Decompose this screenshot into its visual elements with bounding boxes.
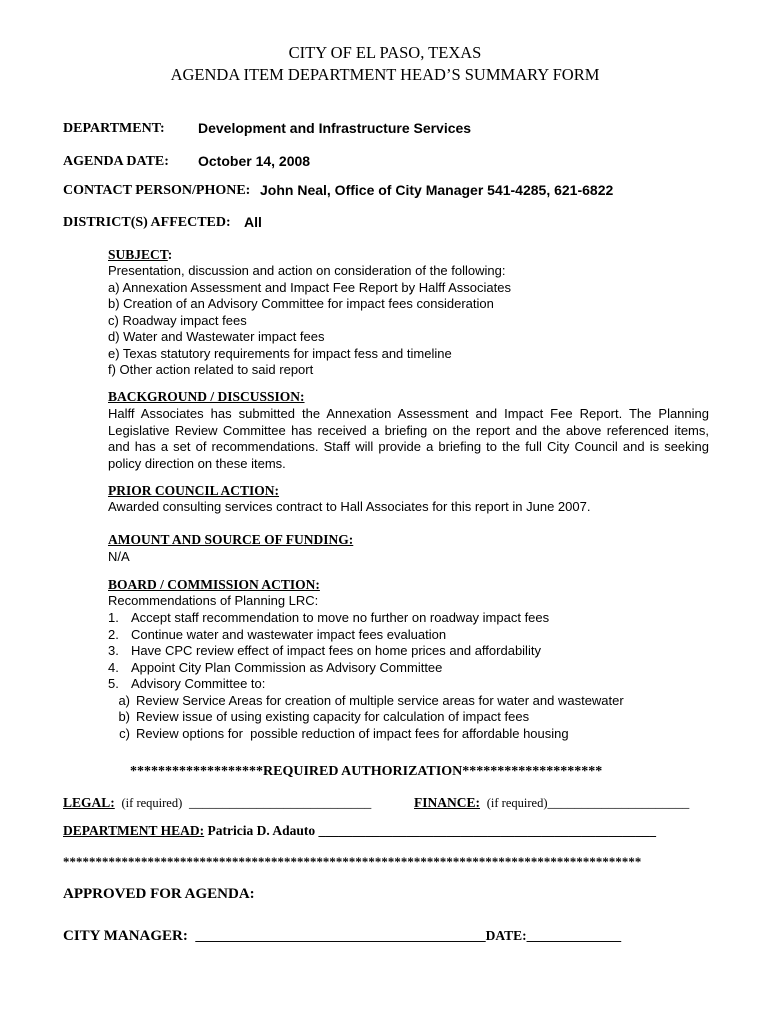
board-item-number: 4.	[108, 659, 119, 675]
document-title-form: AGENDA ITEM DEPARTMENT HEAD’S SUMMARY FORM	[170, 65, 600, 84]
board-heading: BOARD / COMMISSION ACTION:	[108, 577, 320, 592]
board-item-number: 5.	[108, 676, 119, 691]
city-manager-row	[63, 928, 621, 945]
subject-intro: Presentation, discussion and action on consideration of the following:	[108, 263, 506, 278]
board-subitem-text: Review options for possible reduction of impact fees for affordable housing	[136, 725, 569, 741]
agenda-date-label: AGENDA DATE:	[63, 154, 169, 169]
city-manager-signature-line[interactable]: ___________________________________________	[195, 928, 486, 943]
board-subitem-a	[102, 693, 624, 710]
prior-action-heading: PRIOR COUNCIL ACTION:	[108, 483, 280, 498]
dept-head-name: Patricia D. Adauto	[207, 823, 316, 838]
dept-head-row	[63, 823, 656, 839]
board-subitem-letter: a)	[118, 692, 130, 708]
board-item-text: Continue water and wastewater impact fees evaluation	[131, 626, 447, 642]
date-line[interactable]: ______________	[526, 928, 622, 943]
date-label: DATE:	[485, 928, 527, 943]
board-subitem-c	[102, 726, 569, 743]
subject-item-f: f) Other action related to said report	[108, 362, 314, 377]
prior-action-text: Awarded consulting services contract to Hall Associates for this report in June 2007.	[108, 499, 591, 514]
finance-note: (if required)	[486, 796, 548, 810]
legal-signature-line[interactable]: ___________________________	[189, 795, 372, 810]
board-item-text: Appoint City Plan Commission as Advisory Committee	[131, 659, 443, 675]
subject-heading: SUBJECT	[108, 247, 168, 262]
subject-item-c: c) Roadway impact fees	[108, 312, 247, 328]
board-subitem-letter: c)	[119, 725, 130, 741]
legal-label: LEGAL:	[63, 795, 115, 810]
board-item-number: 3.	[108, 643, 119, 658]
finance-row	[414, 795, 689, 811]
background-text: Halff Associates has submitted the Annexation Assessment and Impact Fee Report. The Planning Legislative Review Committee has received a briefing on the report and the above referenced items, and has a set of recommendations. Staff will provide a briefing to the full City Council and is seeking policy direction on these items.	[108, 406, 709, 471]
subject-item-b: b) Creation of an Advisory Committee for impact fees consideration	[108, 296, 494, 311]
authorization-banner: *******************REQUIRED AUTHORIZATION********************	[130, 764, 603, 779]
board-item-text: Advisory Committee to:	[131, 676, 266, 691]
board-subitem-text: Review issue of using existing capacity for calculation of impact fees	[136, 709, 530, 724]
districts-label: DISTRICT(S) AFFECTED:	[63, 215, 231, 230]
legal-note: (if required)	[121, 796, 183, 810]
subject-item-a: a) Annexation Assessment and Impact Fee Report by Halff Associates	[108, 279, 511, 295]
agenda-date-value: October 14, 2008	[198, 153, 311, 169]
finance-signature-line[interactable]: _____________________	[547, 795, 690, 810]
dept-head-signature-line[interactable]: __________________________________________________	[318, 823, 657, 838]
funding-heading: AMOUNT AND SOURCE OF FUNDING:	[108, 532, 354, 547]
board-item-5	[108, 676, 265, 693]
districts-value: All	[244, 214, 262, 230]
board-intro: Recommendations of Planning LRC:	[108, 593, 319, 608]
board-item-1	[108, 610, 549, 627]
department-label: DEPARTMENT:	[63, 121, 165, 136]
document-title-city: CITY OF EL PASO, TEXAS	[288, 43, 482, 62]
department-value: Development and Infrastructure Services	[198, 120, 472, 136]
board-item-4	[108, 660, 442, 677]
dept-head-label: DEPARTMENT HEAD:	[63, 823, 205, 838]
board-item-number: 2.	[108, 626, 119, 642]
subject-item-d: d) Water and Wastewater impact fees	[108, 329, 325, 344]
section-divider: *****************************************************************************************	[63, 855, 642, 869]
background-heading: BACKGROUND / DISCUSSION:	[108, 389, 305, 404]
funding-text: N/A	[108, 549, 130, 564]
board-subitem-letter: b)	[118, 709, 130, 724]
board-item-2	[108, 627, 446, 644]
city-manager-label: CITY MANAGER:	[63, 928, 188, 944]
board-item-text: Have CPC review effect of impact fees on home prices and affordability	[131, 643, 541, 658]
approved-heading: APPROVED FOR AGENDA:	[63, 886, 255, 902]
board-subitem-text: Review Service Areas for creation of multiple service areas for water and wastewater	[136, 692, 624, 708]
subject-item-e: e) Texas statutory requirements for impact fess and timeline	[108, 345, 452, 361]
board-item-number: 1.	[108, 610, 119, 625]
board-subitem-b	[102, 709, 529, 726]
contact-value: John Neal, Office of City Manager 541-4285, 621-6822	[260, 182, 614, 198]
contact-label: CONTACT PERSON/PHONE:	[63, 183, 251, 198]
finance-label: FINANCE:	[414, 795, 480, 810]
board-item-text: Accept staff recommendation to move no further on roadway impact fees	[131, 610, 550, 625]
board-item-3	[108, 643, 541, 660]
subject-heading-wrap	[108, 247, 172, 263]
legal-row	[63, 795, 371, 811]
subject-colon: :	[167, 247, 173, 262]
